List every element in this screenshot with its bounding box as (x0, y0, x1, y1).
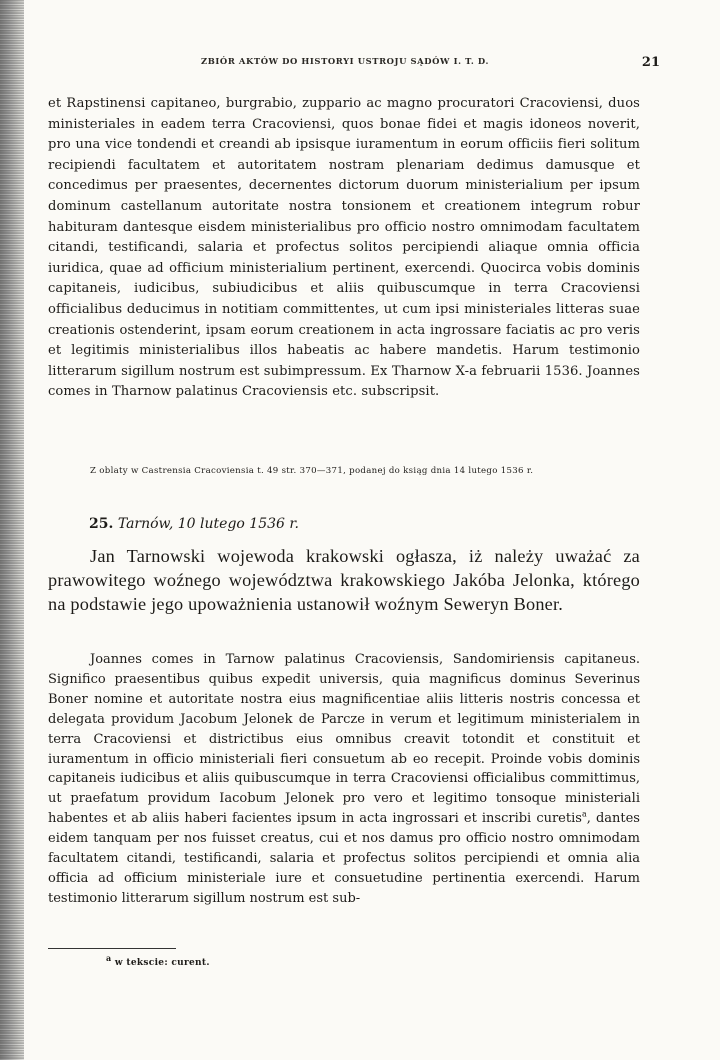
binding-edge (0, 0, 24, 1060)
document-25-heading (89, 516, 299, 532)
source-note: Z oblaty w Castrensia Cracoviensia t. 49 str. 370—371, podanej do ksiąg dnia 14 lutego 1536 r. (90, 466, 534, 476)
document-place-date: Tarnów, 10 lutego 1536 r. (117, 516, 299, 532)
page-number: 21 (641, 55, 660, 70)
footnote-divider (48, 948, 176, 949)
running-header (46, 55, 660, 70)
running-title: ZBIÓR AKTÓW DO HISTORYI USTROJU SĄDÓW I. T. D. (201, 56, 489, 66)
footnote-text: w tekscie: curent. (114, 958, 210, 968)
footnote-marker: a (106, 953, 112, 963)
document-number: 25. (89, 516, 114, 532)
footnote-reference: a (581, 809, 587, 819)
document-25-text (48, 650, 640, 909)
document-25-summary: Jan Tarnowski wojewoda krakowski ogłasza, iż należy uważać za prawowitego woźnego województwa krakowskiego Jakóba Jelonka, którego na podstawie jego upoważnienia ustanowił woźnym Seweryn Boner. (48, 546, 640, 615)
document-25-text-part-2: , dantes eidem tanquam per nos fuisset creatus, cui et nos damus pro officio nostro omnimodam facultatem citandi, testificandi, salaria et profectus solitos percipiendi et omnia alia officia ad officium ministeriale iure et consuetudine pertinentia exercendi. Harum testimonio litterarum sigillum nostrum est sub- (48, 811, 640, 906)
document-25-text-part-1: Joannes comes in Tarnow palatinus Cracoviensis, Sandomiriensis capitaneus. Significo praesentibus quibus expedit universis, quia magnificus dominus Severinus Boner nomine et autoritate nostra eius magnificentiae aliis litteris nostris concessa et delegata providum Jacobum Jelonek de Parcze in verum et legitimum ministerialem in terra Cracoviensi et districtibus eius omnibus creavit totondit et constituit et iuramentum in officio ministeriali fieri consuetum ab eo recepit. Proinde vobis dominis capitaneis iudicibus et aliis quibuscumque in terra Cracoviensi officialibus committimus, ut praefatum providum Iacobum Jelonek pro vero et legitimo tonsoque ministeriali habentes et ab aliis haberi facientes ipsum in acta ingrossari et inscribi curetis (48, 652, 640, 827)
footnote (106, 953, 210, 968)
document-24-text: et Rapstinensi capitaneo, burgrabio, zuppario ac magno procuratori Cracoviensi, duos ministeriales in eadem terra Cracoviensi, quos bonae fidei et magis idoneos noverit, pro una vice tondendi et creandi ab ipsisque iuramentum in eorum officiis fieri solitum recipiendi facultatem et autoritatem nostram plenariam dedimus damusque et concedimus per praesentes, decernentes dictorum duorum ministerialium per ipsum dominum castellanum autoritate nostra tonsionem et creationem integrum robur habituram dantesque eisdem ministerialibus pro officio nostro omnimodam facultatem citandi, testificandi, salaria et profectus solitos percipiendi aliaque omnia officia iuridica, quae ad officium ministerialium pertinent, exercendi. Quocirca vobis dominis capitaneis, iudicibus, subiudicibus et aliis quibuscumque in terra Cracoviensi officialibus deducimus in notitiam committentes, ut cum ipsi ministeriales litteras suae creationis ostenderint, ipsam eorum creationem in acta ingrossare faciatis ac pro veris et legitimis ministerialibus illos habeatis ac habere mandetis. Harum testimonio litterarum sigillum nostrum est subimpressum. Ex Tharnow X-a februarii 1536. Joannes comes in Tharnow palatinus Cracoviensis etc. subscripsit. (48, 96, 640, 400)
book-page (46, 0, 660, 1060)
